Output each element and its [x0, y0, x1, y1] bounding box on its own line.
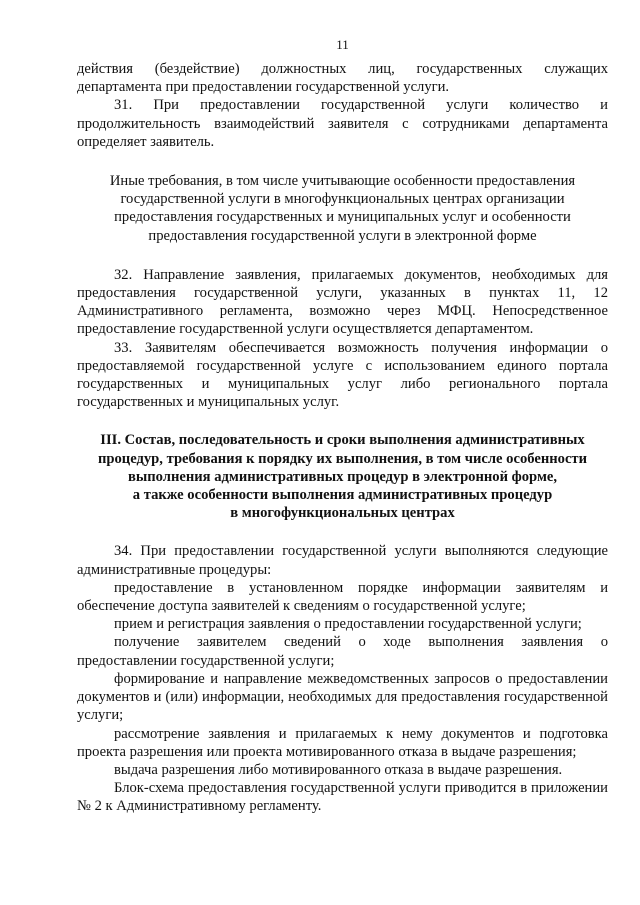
- paragraph-34: 34. При предоставлении государственной услуги выполняются следующие административные процедуры:: [77, 543, 608, 578]
- subheading-other-requirements: [77, 172, 608, 245]
- paragraph-31-rest: продолжительность взаимодействий заявителя с сотрудниками департамента определяет заявитель.: [77, 115, 608, 150]
- procedure-item-1: предоставление в установленном порядке информации заявителям и обеспечение доступа заявителей к сведениям о государственной услуге;: [77, 579, 608, 615]
- paragraph-31-line1: 31. При предоставлении государственной услуги количество и: [114, 97, 608, 114]
- paragraph-32: 32. Направление заявления, прилагаемых документов, необходимых для предоставления государственной услуги, указанных в пунктах 11, 12 Административного регламента, возможно через МФЦ. Непосредственное предоставление государственной услуги осуществляется департаментом.: [77, 266, 608, 338]
- procedure-item-3: получение заявителем сведений о ходе выполнения заявления о предоставлении государственной услуги;: [77, 634, 608, 669]
- section-heading-line: выполнения административных процедур в электронной форме,: [127, 468, 558, 485]
- paragraph-33: 33. Заявителям обеспечивается возможность получения информации о предоставляемой государственной услуге с использованием единого портала государственных и муниципальных услуг либо регионального портала государственных и муниципальных услуг.: [77, 339, 608, 411]
- procedure-item-4: формирование и направление межведомственных запросов о предоставлении документов и (или) информации, необходимых для предоставления государственной услуги;: [77, 670, 608, 724]
- page-number: 11: [336, 37, 349, 52]
- section-heading-line: в многофункциональных центрах: [230, 505, 455, 522]
- subheading-line: предоставления государственных и муниципальных услуг и особенности: [114, 209, 571, 226]
- section-heading-line: процедур, требования к порядку их выполнения, в том числе особенности: [97, 450, 588, 467]
- section-heading-line: а также особенности выполнения административных процедур: [132, 487, 553, 504]
- subheading-line: предоставления государственной услуги в электронной форме: [148, 227, 537, 244]
- procedure-item-5: рассмотрение заявления и прилагаемых к нему документов и подготовка проекта разрешения или проекта мотивированного отказа в выдаче разрешения;: [77, 725, 608, 760]
- subheading-line: Иные требования, в том числе учитывающие особенности предоставления: [109, 173, 576, 190]
- procedure-item-2: прием и регистрация заявления о предоставлении государственной услуги;: [114, 616, 582, 633]
- paragraph-continuation-line2: департамента при предоставлении государственной услуги.: [77, 79, 450, 96]
- paragraph-continuation-line1: действия (бездействие) должностных лиц, государственных служащих: [77, 61, 608, 77]
- section-3-heading: [77, 431, 608, 522]
- procedure-item-6: выдача разрешения либо мотивированного отказа в выдаче разрешения.: [114, 761, 563, 778]
- block-diagram-reference: Блок-схема предоставления государственной услуги приводится в приложении № 2 к Административному регламенту.: [77, 780, 608, 815]
- section-heading-line: III. Состав, последовательность и сроки выполнения административных: [100, 432, 585, 449]
- subheading-line: государственной услуги в многофункциональных центрах организации: [120, 191, 565, 208]
